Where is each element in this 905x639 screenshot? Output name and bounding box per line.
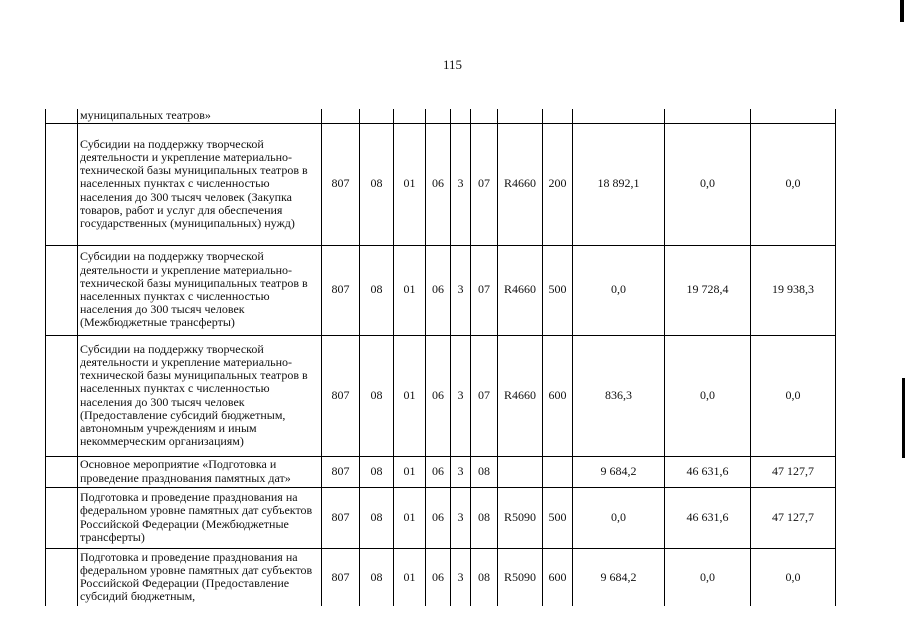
event-code-cell: 08 [471, 548, 498, 606]
table-row [46, 245, 836, 335]
program-code-cell: 06 [426, 245, 451, 335]
amount-year1-cell [573, 109, 665, 123]
amount-year2-cell: 19 728,4 [665, 245, 751, 335]
direction-code-cell [498, 456, 543, 487]
table-row [46, 487, 836, 548]
subsection-code-cell: 01 [394, 456, 426, 487]
event-code-cell: 08 [471, 487, 498, 548]
event-code-cell: 07 [471, 335, 498, 456]
page-number: 115 [442, 57, 463, 72]
amount-year1-cell: 0,0 [573, 245, 665, 335]
event-code-cell [471, 109, 498, 123]
subprogram-code-cell: 3 [451, 456, 471, 487]
event-code-cell: 07 [471, 123, 498, 245]
amount-year2-cell: 46 631,6 [665, 487, 751, 548]
amount-year1-cell: 18 892,1 [573, 123, 665, 245]
row-number-cell [46, 109, 78, 123]
program-code-cell: 06 [426, 548, 451, 606]
amount-year2-cell: 0,0 [665, 548, 751, 606]
row-number-cell [46, 123, 78, 245]
direction-code-cell: R5090 [498, 548, 543, 606]
amount-year3-cell [751, 109, 836, 123]
row-number-cell [46, 335, 78, 456]
amount-year3-cell: 47 127,7 [751, 456, 836, 487]
amount-year2-cell: 46 631,6 [665, 456, 751, 487]
ministry-code-cell: 807 [322, 335, 360, 456]
subprogram-code-cell: 3 [451, 548, 471, 606]
direction-code-cell: R4660 [498, 245, 543, 335]
program-code-cell: 06 [426, 123, 451, 245]
row-number-cell [46, 245, 78, 335]
item-name-cell: муниципальных театров» [78, 109, 322, 123]
section-code-cell [360, 109, 394, 123]
section-code-cell: 08 [360, 245, 394, 335]
amount-year3-cell: 0,0 [751, 335, 836, 456]
direction-code-cell [498, 109, 543, 123]
amount-year2-cell [665, 109, 751, 123]
section-code-cell: 08 [360, 123, 394, 245]
budget-table [45, 109, 836, 606]
program-code-cell: 06 [426, 335, 451, 456]
amount-year3-cell: 19 938,3 [751, 245, 836, 335]
table-row [46, 109, 836, 123]
item-name-cell: Подготовка и проведение празднования на федеральном уровне памятных дат субъектов Российской Федерации (Предоставление субсидий бюджетным, [78, 548, 322, 606]
program-code-cell [426, 109, 451, 123]
subprogram-code-cell: 3 [451, 487, 471, 548]
amount-year1-cell: 0,0 [573, 487, 665, 548]
ministry-code-cell: 807 [322, 487, 360, 548]
section-code-cell: 08 [360, 456, 394, 487]
table-row [46, 123, 836, 245]
ministry-code-cell: 807 [322, 245, 360, 335]
program-code-cell: 06 [426, 487, 451, 548]
event-code-cell: 08 [471, 456, 498, 487]
amount-year3-cell: 0,0 [751, 548, 836, 606]
expense-type-cell: 500 [543, 245, 573, 335]
ministry-code-cell: 807 [322, 123, 360, 245]
row-number-cell [46, 456, 78, 487]
amount-year3-cell: 47 127,7 [751, 487, 836, 548]
row-number-cell [46, 487, 78, 548]
event-code-cell: 07 [471, 245, 498, 335]
subsection-code-cell [394, 109, 426, 123]
table-row [46, 548, 836, 606]
item-name-cell: Субсидии на поддержку творческой деятельности и укрепление материально-технической базы муниципальных театров в населенных пунктах с численностью населения до 300 тысяч человек (Межбюджетные трансферты) [78, 245, 322, 335]
expense-type-cell: 600 [543, 548, 573, 606]
item-name-cell: Субсидии на поддержку творческой деятельности и укрепление материально-технической базы муниципальных театров в населенных пунктах с численностью населения до 300 тысяч человек (Закупка товаров, работ и услуг для обеспечения государственных (муниципальных) нужд) [78, 123, 322, 245]
program-code-cell: 06 [426, 456, 451, 487]
ministry-code-cell [322, 109, 360, 123]
amount-year1-cell: 9 684,2 [573, 548, 665, 606]
item-name-cell: Подготовка и проведение празднования на федеральном уровне памятных дат субъектов Российской Федерации (Межбюджетные трансферты) [78, 487, 322, 548]
subsection-code-cell: 01 [394, 245, 426, 335]
item-name-cell: Субсидии на поддержку творческой деятельности и укрепление материально-технической базы муниципальных театров в населенных пунктах с численностью населения до 300 тысяч человек (Предоставление субсидий бюджетным, автономным учреждениям и иным некоммерческим организациям) [78, 335, 322, 456]
direction-code-cell: R5090 [498, 487, 543, 548]
expense-type-cell: 600 [543, 335, 573, 456]
amount-year1-cell: 836,3 [573, 335, 665, 456]
amount-year2-cell: 0,0 [665, 335, 751, 456]
expense-type-cell: 500 [543, 487, 573, 548]
section-code-cell: 08 [360, 487, 394, 548]
subprogram-code-cell: 3 [451, 245, 471, 335]
subsection-code-cell: 01 [394, 123, 426, 245]
ministry-code-cell: 807 [322, 548, 360, 606]
expense-type-cell [543, 109, 573, 123]
amount-year1-cell: 9 684,2 [573, 456, 665, 487]
ministry-code-cell: 807 [322, 456, 360, 487]
expense-type-cell: 200 [543, 123, 573, 245]
table-row [46, 456, 836, 487]
binder-mark [900, 0, 904, 22]
subsection-code-cell: 01 [394, 487, 426, 548]
subsection-code-cell: 01 [394, 548, 426, 606]
amount-year3-cell: 0,0 [751, 123, 836, 245]
section-code-cell: 08 [360, 548, 394, 606]
expense-type-cell [543, 456, 573, 487]
subprogram-code-cell [451, 109, 471, 123]
direction-code-cell: R4660 [498, 123, 543, 245]
subprogram-code-cell: 3 [451, 123, 471, 245]
subprogram-code-cell: 3 [451, 335, 471, 456]
subsection-code-cell: 01 [394, 335, 426, 456]
direction-code-cell: R4660 [498, 335, 543, 456]
item-name-cell: Основное мероприятие «Подготовка и проведение празднования памятных дат» [78, 456, 322, 487]
table-row [46, 335, 836, 456]
row-number-cell [46, 548, 78, 606]
section-code-cell: 08 [360, 335, 394, 456]
amount-year2-cell: 0,0 [665, 123, 751, 245]
